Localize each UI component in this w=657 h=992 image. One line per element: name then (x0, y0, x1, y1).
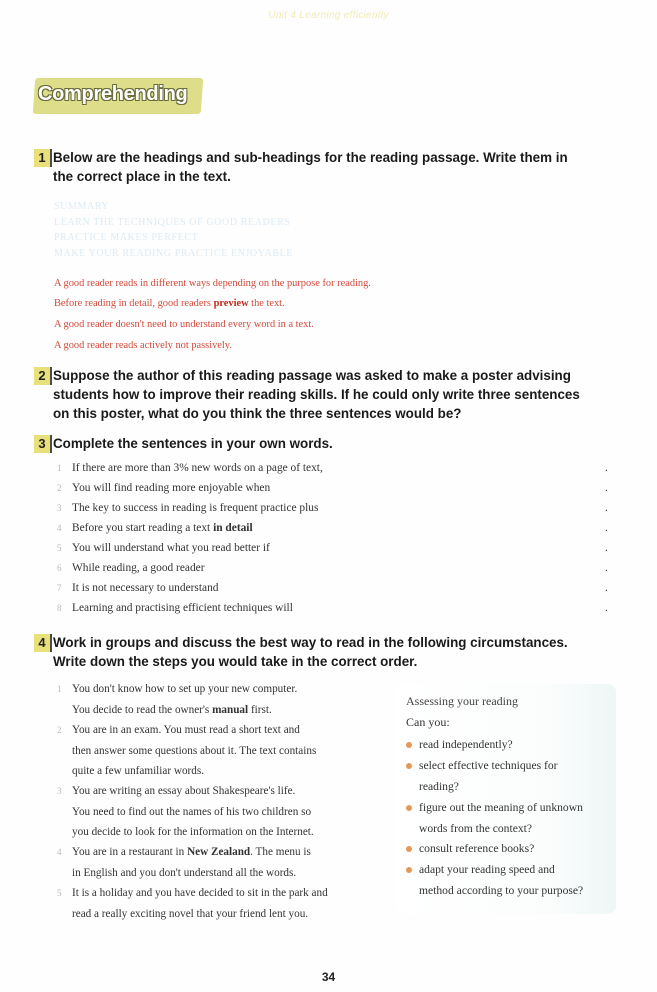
question-number-1: 1 (34, 149, 52, 167)
question-2-text: Suppose the author of this reading passage was asked to make a poster advising students how to improve their reading skills. If he could only write three sentences on this poster, what do you think the three sentences would be? (53, 368, 580, 421)
heading-item: LEARN THE TECHNIQUES OF GOOD READERS (54, 216, 291, 228)
assessing-item: consult reference books? (406, 839, 616, 860)
section-title: Comprehending (38, 83, 188, 105)
bullet-icon (406, 805, 412, 811)
assessing-item: figure out the meaning of unknown words from the context? (406, 798, 616, 839)
question-3-text: Complete the sentences in your own words. (53, 436, 333, 451)
list-item: 5 You will understand what you read better if . (57, 542, 608, 554)
heading-item: SUMMARY (54, 201, 110, 212)
list-item: 7 It is not necessary to understand . (57, 582, 608, 594)
question-1-text: Below are the headings and sub-headings for the reading passage. Write them in the correct place in the text. (53, 150, 568, 184)
list-item: 2 You will find reading more enjoyable when . (57, 482, 608, 494)
bullet-icon (406, 763, 412, 769)
question-number-3: 3 (34, 435, 52, 453)
bullet-icon (406, 742, 412, 748)
assessing-item: adapt your reading speed and method according to your purpose? (406, 860, 616, 901)
subheading-3: A good reader doesn't need to understand every word in a text. (54, 319, 314, 330)
question-number-2: 2 (34, 367, 52, 385)
subheading-2: Before reading in detail, good readers preview the text. (54, 298, 285, 309)
question-4-text: Work in groups and discuss the best way to read in the following circumstances. Write down the steps you would take in the correct order. (53, 635, 568, 669)
heading-item: PRACTICE MAKES PERFECT (54, 232, 199, 244)
faded-headings (54, 199, 293, 261)
subheading-4: A good reader reads actively not passively. (54, 340, 232, 351)
assessing-item: read independently? (406, 735, 616, 756)
assessing-title: Assessing your reading (406, 694, 518, 708)
heading-item: MAKE YOUR READING PRACTICE ENJOYABLE (54, 247, 294, 259)
list-item: 1 If there are more than 3% new words on a page of text, . (57, 462, 608, 474)
subheading-1: A good reader reads in different ways depending on the purpose for reading. (54, 278, 371, 289)
assessing-item: select effective techniques for reading? (406, 756, 616, 797)
list-item: 8 Learning and practising efficient techniques will . (57, 602, 608, 614)
list-item: 6 While reading, a good reader . (57, 562, 608, 574)
list-item: 3 The key to success in reading is frequent practice plus . (57, 502, 608, 514)
question-number-4: 4 (34, 634, 52, 652)
page-number: 34 (321, 970, 336, 984)
bullet-icon (406, 867, 412, 873)
bullet-icon (406, 846, 412, 852)
unit-header: Unit 4 Learning efficiently (268, 10, 389, 21)
assessing-subtitle: Can you: (406, 715, 450, 729)
list-item: 4 Before you start reading a text in detail . (57, 522, 608, 534)
